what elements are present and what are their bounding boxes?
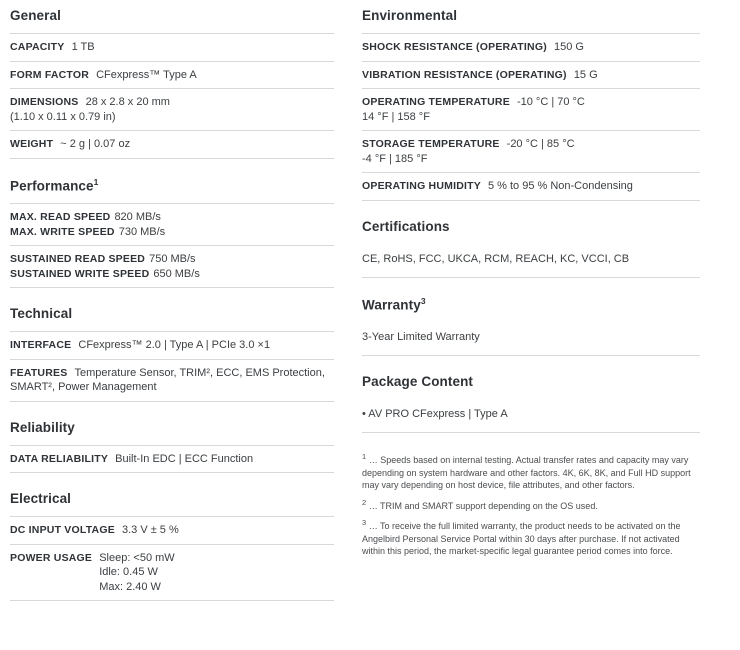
section-title-certifications: Certifications	[362, 218, 450, 234]
spec-value: 730 MB/s	[118, 225, 166, 238]
spec-label: FEATURES	[10, 366, 68, 379]
section-general	[10, 8, 334, 159]
spec-value: Temperature Sensor, TRIM², ECC, EMS Protection,	[74, 366, 325, 379]
spec-value: ~ 2 g | 0.07 oz	[60, 138, 131, 150]
spec-row-capacity	[10, 33, 334, 62]
spec-label: OPERATING HUMIDITY	[362, 180, 481, 192]
spec-row-shock-resistance	[362, 33, 700, 62]
spec-label: SUSTAINED READ SPEED	[10, 253, 146, 265]
spec-label: DIMENSIONS	[10, 96, 79, 108]
footnote-marker: 1	[362, 452, 367, 461]
footnote-marker: 3	[362, 518, 367, 527]
spec-row-vibration-resistance	[362, 62, 700, 90]
section-title-general: General	[10, 8, 61, 23]
section-electrical	[10, 491, 334, 601]
section-title-performance	[10, 177, 334, 194]
spec-row-form-factor	[10, 62, 334, 90]
footnote-text: … TRIM and SMART support depending on the OS used.	[368, 500, 598, 511]
footnote-text: … To receive the full limited warranty, the product needs to be activated on the Angelbird Personal Service Portal within 30 days after purchase. If not activated within this period, the market-specific legal guarantee period comes into force.	[362, 521, 681, 556]
section-package-content	[362, 374, 700, 433]
spec-label: SHOCK RESISTANCE (OPERATING)	[362, 41, 547, 53]
left-column	[0, 8, 352, 650]
spec-row-power-usage	[10, 545, 334, 602]
spec-value: Built-In EDC | ECC Function	[115, 452, 254, 465]
footnote-marker: 2	[362, 497, 367, 507]
spec-row-weight	[10, 131, 334, 159]
spec-value: -10 °C | 70 °C	[516, 96, 585, 108]
package-content-item: • AV PRO CFexpress | Type A	[362, 399, 700, 433]
spec-row-features	[10, 360, 334, 402]
section-title-text: Warranty	[362, 297, 421, 312]
spec-label: MAX. WRITE SPEED	[10, 225, 115, 238]
spec-row-max-speeds	[10, 203, 334, 246]
spec-value: 3.3 V ± 5 %	[121, 524, 179, 536]
spec-label: POWER USAGE	[10, 551, 93, 564]
spec-subrow-sustained-read	[10, 252, 334, 267]
section-warranty	[362, 296, 700, 357]
footnote-2	[362, 497, 700, 513]
spec-value-idle: Idle: 0.45 W	[99, 566, 158, 578]
section-title-electrical: Electrical	[10, 491, 72, 506]
spec-value: 28 x 2.8 x 20 mm	[85, 96, 170, 108]
spec-value-secondary: (1.10 x 0.11 x 0.79 in)	[10, 110, 116, 123]
spec-value: -20 °C | 85 °C	[506, 138, 575, 150]
spec-value: 150 G	[553, 41, 584, 53]
section-environmental	[362, 8, 700, 201]
spec-label: WEIGHT	[10, 138, 54, 150]
spec-row-data-reliability	[10, 445, 334, 474]
spec-subrow-max-read	[10, 210, 334, 225]
spec-label: CAPACITY	[10, 41, 65, 53]
spec-label: INTERFACE	[10, 339, 72, 351]
spec-row-dc-input-voltage	[10, 516, 334, 545]
spec-label: DATA RELIABILITY	[10, 452, 109, 465]
spec-value-stack	[99, 551, 175, 595]
right-column	[352, 8, 740, 650]
section-title-footnote-marker: 1	[93, 176, 99, 187]
spec-value-secondary: SMART², Power Management	[10, 381, 157, 393]
footnote-text: … Speeds based on internal testing. Actual transfer rates and capacity may vary depending on system hardware and other factors. 4K, 6K, 8K, and Full HD support may vary depending on host device, file attributes, and other factors.	[362, 455, 691, 490]
section-title-reliability: Reliability	[10, 419, 75, 435]
spec-value-sleep: Sleep: <50 mW	[99, 551, 175, 564]
spec-label: OPERATING TEMPERATURE	[362, 96, 510, 108]
section-technical	[10, 306, 334, 402]
certifications-text: CE, RoHS, FCC, UKCA, RCM, REACH, KC, VCCI, CB	[362, 244, 700, 278]
section-certifications	[362, 219, 700, 278]
section-title-package-content: Package Content	[362, 374, 474, 389]
spec-label: FORM FACTOR	[10, 68, 90, 81]
spec-value-max: Max: 2.40 W	[99, 580, 161, 593]
spec-label: STORAGE TEMPERATURE	[362, 138, 500, 150]
spec-value: 650 MB/s	[153, 267, 200, 280]
spec-value: CFexpress™ 2.0 | Type A | PCIe 3.0 ×1	[78, 339, 271, 351]
section-title-text: Performance	[10, 178, 94, 193]
spec-row-sustained-speeds	[10, 246, 334, 288]
section-title-environmental: Environmental	[362, 8, 458, 23]
spec-value: CFexpress™ Type A	[96, 68, 197, 81]
spec-value: 750 MB/s	[149, 253, 196, 265]
section-performance	[10, 177, 334, 289]
spec-value-secondary: 14 °F | 158 °F	[362, 110, 430, 123]
section-title-technical: Technical	[10, 306, 73, 321]
footnote-1	[362, 451, 700, 492]
spec-value: 1 TB	[71, 41, 95, 53]
spec-label: SUSTAINED WRITE SPEED	[10, 267, 150, 280]
spec-row-interface	[10, 331, 334, 360]
spec-value-secondary: -4 °F | 185 °F	[362, 152, 428, 165]
section-reliability	[10, 420, 334, 474]
footnote-3	[362, 517, 700, 558]
footnotes	[362, 451, 700, 558]
section-title-warranty	[362, 296, 700, 313]
spec-value: 820 MB/s	[114, 211, 161, 223]
spec-subrow-sustained-write	[10, 267, 334, 282]
section-title-footnote-marker: 3	[420, 295, 426, 306]
spec-value: 5 % to 95 % Non-Condensing	[487, 180, 633, 192]
warranty-text: 3-Year Limited Warranty	[362, 322, 700, 356]
spec-row-operating-temperature	[362, 89, 700, 131]
spec-row-dimensions	[10, 89, 334, 131]
spec-value: 15 G	[573, 68, 598, 81]
spec-label: MAX. READ SPEED	[10, 211, 111, 223]
spec-label: VIBRATION RESISTANCE (OPERATING)	[362, 68, 567, 81]
spec-subrow-max-write	[10, 225, 334, 240]
spec-row-storage-temperature	[362, 131, 700, 173]
spec-label: DC INPUT VOLTAGE	[10, 524, 115, 536]
spec-row-operating-humidity	[362, 173, 700, 201]
